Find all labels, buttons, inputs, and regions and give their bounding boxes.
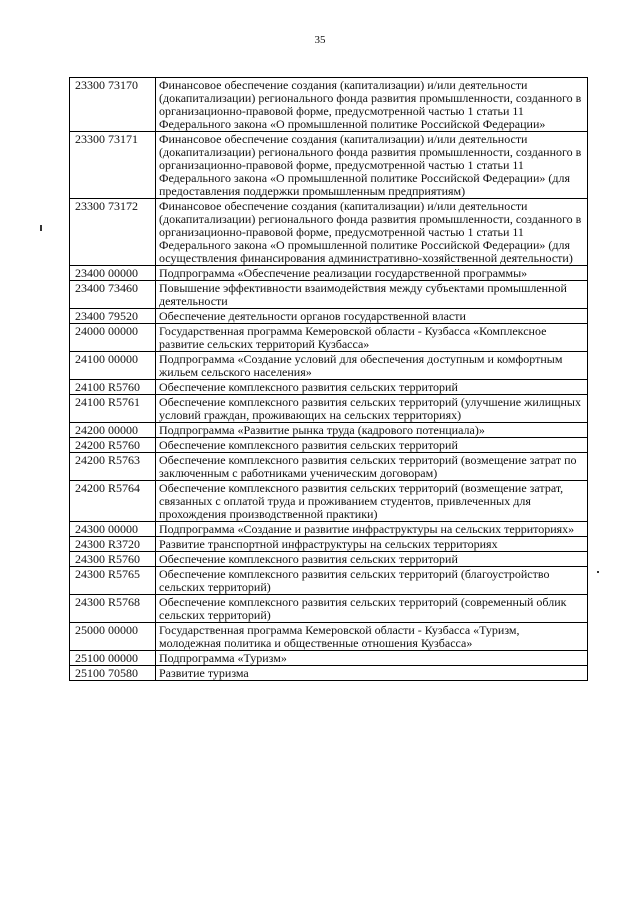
row-name: Обеспечение комплексного развития сельских территорий (улучшение жилищных условий граждан, проживающих на сельских территориях) <box>156 395 588 423</box>
table-row <box>70 651 588 666</box>
row-name: Финансовое обеспечение создания (капитализации) и/или деятельности (докапитализации) регионального фонда развития промышленности, созданного в организационно-правовой форме, предусмотренной частью 1 статьи 11 Федерального закона «О промышленной политике Российской Федерации» <box>156 78 588 132</box>
table-row <box>70 380 588 395</box>
row-name: Подпрограмма «Развитие рынка труда (кадрового потенциала)» <box>156 423 588 438</box>
table-row <box>70 423 588 438</box>
margin-mark <box>597 571 599 573</box>
table-row <box>70 78 588 132</box>
table-row <box>70 324 588 352</box>
row-name: Обеспечение деятельности органов государственной власти <box>156 309 588 324</box>
row-name: Обеспечение комплексного развития сельских территорий (возмещение затрат по заключенным с работниками ученическим договорам) <box>156 453 588 481</box>
row-name: Развитие транспортной инфраструктуры на сельских территориях <box>156 537 588 552</box>
row-code: 23400 73460 <box>70 281 156 309</box>
table-row <box>70 481 588 522</box>
table-row <box>70 352 588 380</box>
row-code: 24300 R5768 <box>70 595 156 623</box>
classification-table-container <box>69 77 588 681</box>
row-name: Финансовое обеспечение создания (капитализации) и/или деятельности (докапитализации) регионального фонда развития промышленности, созданного в организационно-правовой форме, предусмотренной частью 1 статьи 11 Федерального закона «О промышленной политике Российской Федерации» (для осуществления финансирования административно-хозяйственной деятельности) <box>156 199 588 266</box>
row-name: Повышение эффективности взаимодействия между субъектами промышленной деятельности <box>156 281 588 309</box>
page-number: 35 <box>314 34 326 46</box>
row-code: 24300 R5760 <box>70 552 156 567</box>
table-row <box>70 132 588 199</box>
row-name: Подпрограмма «Туризм» <box>156 651 588 666</box>
row-name: Подпрограмма «Обеспечение реализации государственной программы» <box>156 266 588 281</box>
table-row <box>70 438 588 453</box>
row-code: 23300 73172 <box>70 199 156 266</box>
row-name: Обеспечение комплексного развития сельских территорий <box>156 380 588 395</box>
table-row <box>70 453 588 481</box>
row-code: 24100 00000 <box>70 352 156 380</box>
row-name: Обеспечение комплексного развития сельских территорий <box>156 552 588 567</box>
row-code: 24200 R5764 <box>70 481 156 522</box>
table-row <box>70 281 588 309</box>
table-row <box>70 537 588 552</box>
row-name: Подпрограмма «Создание условий для обеспечения доступным и комфортным жильем сельского населения» <box>156 352 588 380</box>
row-code: 24300 R3720 <box>70 537 156 552</box>
table-body <box>70 78 588 681</box>
row-code: 25100 00000 <box>70 651 156 666</box>
row-name: Государственная программа Кемеровской области - Кузбасса «Туризм, молодежная политика и общественные отношения Кузбасса» <box>156 623 588 651</box>
table-row <box>70 666 588 681</box>
row-name: Развитие туризма <box>156 666 588 681</box>
table-row <box>70 395 588 423</box>
row-name: Обеспечение комплексного развития сельских территорий (возмещение затрат, связанных с оплатой труда и проживанием студентов, привлеченных для прохождения производственной практики) <box>156 481 588 522</box>
row-code: 24200 R5763 <box>70 453 156 481</box>
row-name: Финансовое обеспечение создания (капитализации) и/или деятельности (докапитализации) регионального фонда развития промышленности, созданного в организационно-правовой форме, предусмотренной частью 1 статьи 11 Федерального закона «О промышленной политике Российской Федерации» (для предоставления поддержки промышленным предприятиям) <box>156 132 588 199</box>
row-code: 23300 73171 <box>70 132 156 199</box>
margin-mark <box>40 225 42 231</box>
row-code: 25000 00000 <box>70 623 156 651</box>
row-code: 23400 00000 <box>70 266 156 281</box>
row-name: Подпрограмма «Создание и развитие инфраструктуры на сельских территориях» <box>156 522 588 537</box>
row-code: 24300 R5765 <box>70 567 156 595</box>
classification-table <box>69 77 588 681</box>
table-row <box>70 522 588 537</box>
row-code: 24100 R5761 <box>70 395 156 423</box>
row-code: 24200 00000 <box>70 423 156 438</box>
row-code: 24100 R5760 <box>70 380 156 395</box>
row-name: Государственная программа Кемеровской области - Кузбасса «Комплексное развитие сельских территорий Кузбасса» <box>156 324 588 352</box>
table-row <box>70 266 588 281</box>
row-name: Обеспечение комплексного развития сельских территорий (современный облик сельских территорий) <box>156 595 588 623</box>
table-row <box>70 567 588 595</box>
row-code: 23400 79520 <box>70 309 156 324</box>
row-code: 24000 00000 <box>70 324 156 352</box>
table-row <box>70 595 588 623</box>
row-name: Обеспечение комплексного развития сельских территорий (благоустройство сельских территорий) <box>156 567 588 595</box>
table-row <box>70 552 588 567</box>
row-code: 25100 70580 <box>70 666 156 681</box>
row-code: 24200 R5760 <box>70 438 156 453</box>
row-code: 24300 00000 <box>70 522 156 537</box>
table-row <box>70 199 588 266</box>
row-name: Обеспечение комплексного развития сельских территорий <box>156 438 588 453</box>
table-row <box>70 623 588 651</box>
row-code: 23300 73170 <box>70 78 156 132</box>
table-row <box>70 309 588 324</box>
